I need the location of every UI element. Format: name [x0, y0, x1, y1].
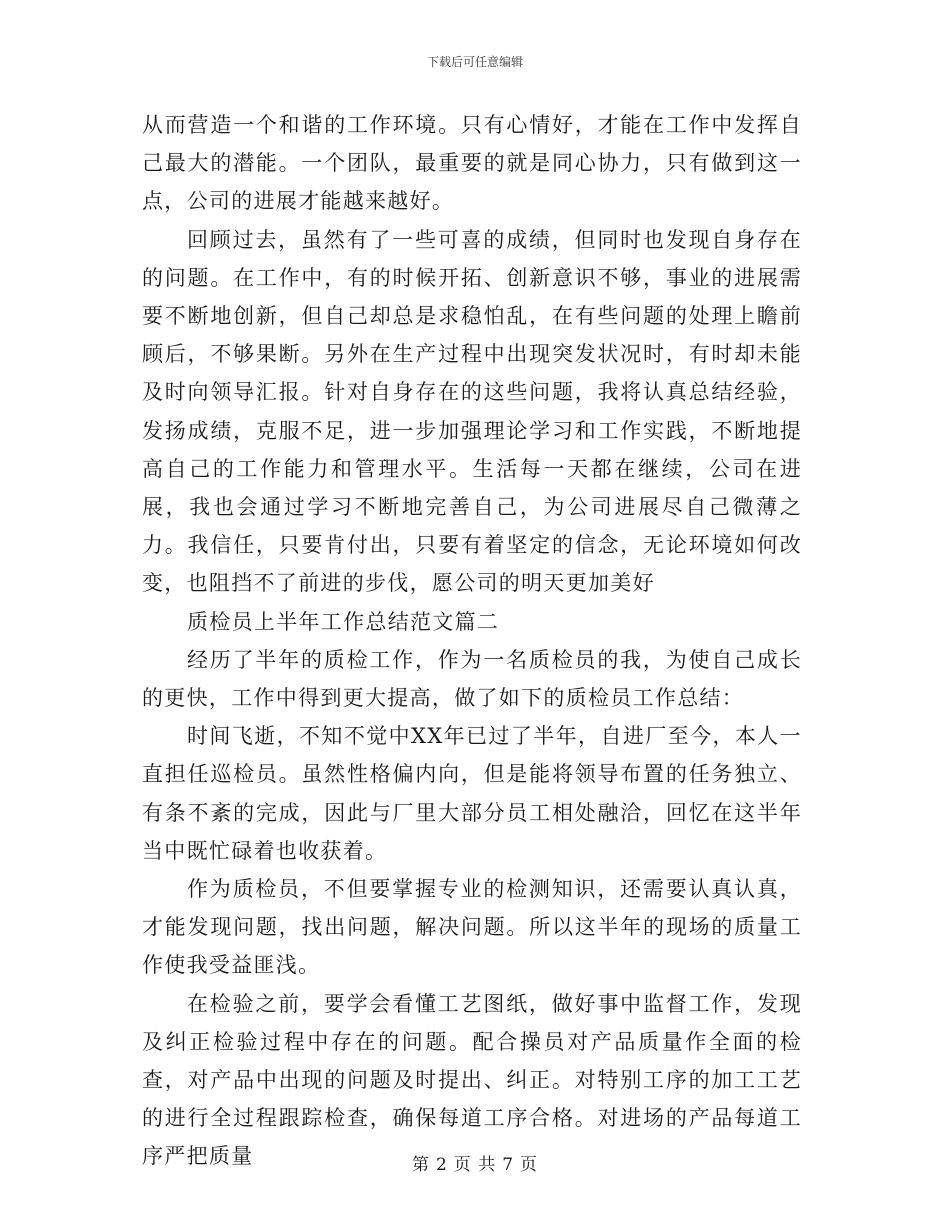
page-header: 下载后可任意编辑 — [426, 55, 523, 69]
footer-prefix: 第 — [411, 1155, 430, 1175]
paragraph-3: 经历了半年的质检工作，作为一名质检员的我，为使自己成长的更快，工作中得到更大提高，做了如下的质检员工作总结： — [142, 647, 802, 711]
paragraph-6: 在检验之前，要学会看懂工艺图纸，做好事中监督工作，发现及纠正检验过程中存在的问题。配合操员对产品质量作全面的检查，对产品中出现的问题及时提出、纠正。对特别工序的加工工艺的进行全过程跟踪检查，确保每道工序合格。对进场的产品每道工序严把质量 — [142, 991, 802, 1169]
section-heading: 质检员上半年工作总结范文篇二 — [187, 609, 500, 634]
paragraph-2: 回顾过去，虽然有了一些可喜的成绩，但同时也发现自身存在的问题。在工作中，有的时候开拓、创新意识不够，事业的进展需要不断地创新，但自己却总是求稳怕乱，在有些问题的处理上瞻前顾后，不够果断。另外在生产过程中出现突发状况时，有时却未能及时向领导汇报。针对自身存在的这些问题，我将认真总结经验，发扬成绩，克服不足，进一步加强理论学习和工作实践，不断地提高自己的工作能力和管理水平。生活每一天都在继续，公司在进展，我也会通过学习不断地完善自己，为公司进展尽自己微薄之力。我信任，只要肯付出，只要有着坚定的信念，无论环境如何改变，也阻挡不了前进的步伐，愿公司的明天更加美好 — [142, 227, 802, 596]
paragraph-5: 作为质检员，不但要掌握专业的检测知识，还需要认真认真，才能发现问题，找出问题，解决问题。所以这半年的现场的质量工作使我受益匪浅。 — [142, 877, 802, 978]
page-footer — [0, 1154, 950, 1176]
paragraph-4: 时间飞逝，不知不觉中XX年已过了半年，自进厂至今，本人一直担任巡检员。虽然性格偏内向，但是能将领导布置的任务独立、有条不紊的完成，因此与厂里大部分员工相处融洽，回忆在这半年当中既忙碌着也收获着。 — [142, 724, 802, 863]
footer-total-pages: 7 — [502, 1155, 515, 1175]
footer-suffix: 页 — [520, 1155, 539, 1175]
footer-page-number: 2 — [435, 1155, 448, 1175]
document-body — [142, 106, 802, 1176]
paragraph-1: 从而营造一个和谐的工作环境。只有心情好，才能在工作中发挥自己最大的潜能。一个团队，最重要的就是同心协力，只有做到这一点，公司的进展才能越来越好。 — [142, 113, 802, 214]
footer-middle: 页 共 — [453, 1155, 497, 1175]
